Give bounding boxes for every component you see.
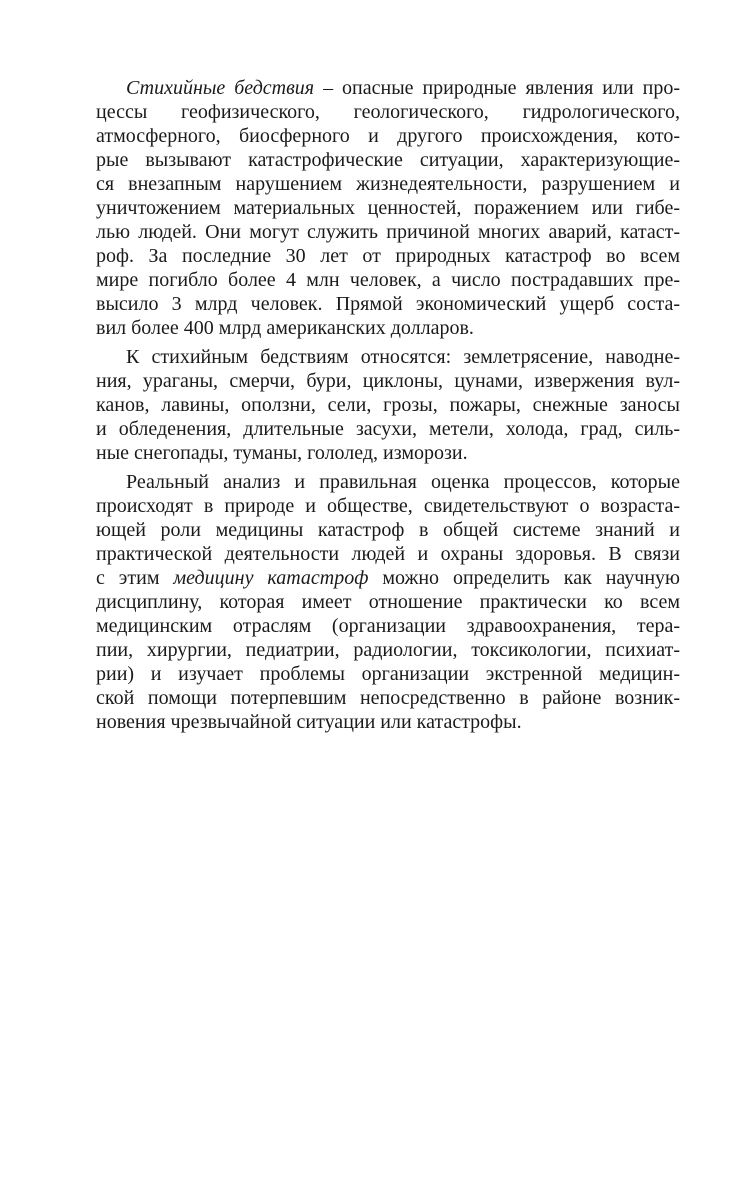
text-line: медицинским отраслям (организации здравоохранения, тера- — [96, 615, 680, 637]
text-line: высило 3 млрд человек. Прямой экономический ущерб соста- — [96, 293, 680, 315]
text-line: рии) и изучает проблемы организации экстренной медицин- — [96, 663, 680, 685]
text-line: канов, лавины, оползни, сели, грозы, пожары, снежные заносы — [96, 394, 680, 416]
text-line: пии, хирургии, педиатрии, радиологии, токсикологии, психиат- — [96, 639, 680, 661]
text-line: Реальный анализ и правильная оценка процессов, которые — [126, 471, 680, 493]
text-line: К стихийным бедствиям относятся: землетрясение, наводне- — [126, 346, 680, 368]
text-line: ные снегопады, туманы, гололед, изморози. — [96, 442, 468, 464]
text-line: ской помощи потерпевшим непосредственно в районе возник- — [96, 687, 680, 709]
paragraph — [96, 470, 680, 734]
text-line: происходят в природе и обществе, свидетельствуют о возраста- — [96, 495, 680, 517]
paragraph — [96, 76, 680, 340]
text-line: и обледенения, длительные засухи, метели, холода, град, силь- — [96, 418, 680, 440]
text-line: мире погибло более 4 млн человек, а число пострадавших пре- — [96, 269, 680, 291]
text-line: дисциплину, которая имеет отношение практически ко всем — [96, 591, 680, 613]
text-line: Стихийные бедствия – опасные природные явления или про- — [126, 77, 680, 99]
text-line: уничтожением материальных ценностей, поражением или гибе- — [96, 197, 680, 219]
text-line: ся внезапным нарушением жизнедеятельности, разрушением и — [96, 173, 680, 195]
text-line: практической деятельности людей и охраны здоровья. В связи — [96, 543, 680, 565]
text-line: вил более 400 млрд американских долларов. — [96, 317, 474, 339]
text-line: лью людей. Они могут служить причиной многих аварий, катаст- — [96, 221, 680, 243]
text-line: роф. За последние 30 лет от природных катастроф во всем — [96, 245, 680, 267]
text-line: атмосферного, биосферного и другого происхождения, кото- — [96, 125, 680, 147]
document-body — [96, 76, 680, 739]
text-line: новения чрезвычайной ситуации или катастрофы. — [96, 711, 522, 733]
text-line: цессы геофизического, геологического, гидрологического, — [96, 101, 680, 123]
text-line: ния, ураганы, смерчи, бури, циклоны, цунами, извержения вул- — [96, 370, 680, 392]
text-line: рые вызывают катастрофические ситуации, характеризующие- — [96, 149, 680, 171]
text-line: ющей роли медицины катастроф в общей системе знаний и — [96, 519, 680, 541]
text-line: с этим медицину катастроф можно определить как научную — [96, 567, 680, 589]
paragraph — [96, 345, 680, 465]
